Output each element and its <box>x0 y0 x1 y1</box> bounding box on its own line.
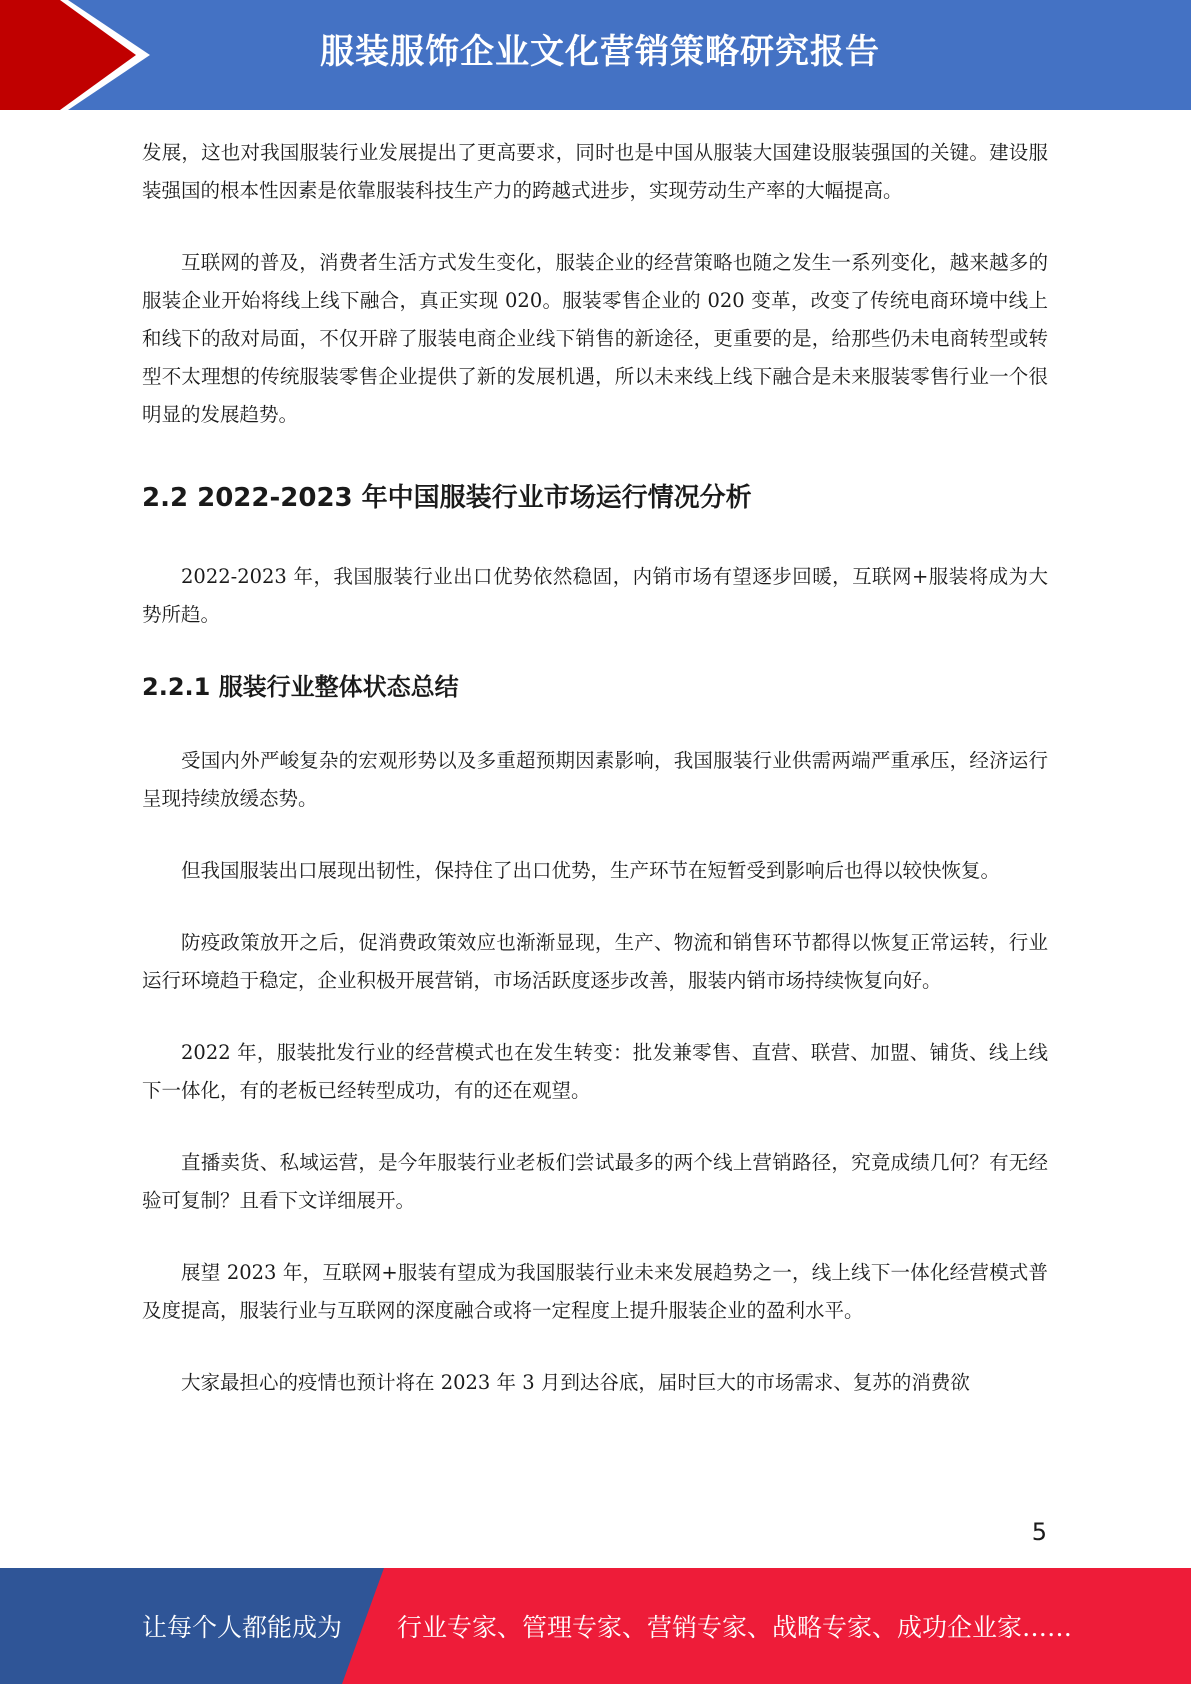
header-banner <box>0 0 1191 110</box>
paragraph: 大家最担心的疫情也预计将在 2023 年 3 月到达谷底，届时巨大的市场需求、复苏的消费欲 <box>181 1371 970 1394</box>
footer-banner <box>0 1568 1191 1684</box>
document-title: 服装服饰企业文化营销策略研究报告 <box>320 32 880 72</box>
paragraph: 互联网的普及，消费者生活方式发生变化，服装企业的经营策略也随之发生一系列变化，越来越多的服装企业开始将线上线下融合，真正实现 020。服装零售企业的 020 变革，改变了传统电商环境中线上和线下的敌对局面，不仅开辟了服装电商企业线下销售的新途径，更重要的是，给那些仍未电商转型或转型不太理想的传统服装零售企业提供了新的发展机遇，所以未来线上线下融合是未来服装零售行业一个很明显的发展趋势。 <box>142 251 1048 426</box>
paragraph: 2022-2023 年，我国服装行业出口优势依然稳固，内销市场有望逐步回暖，互联网+服装将成为大势所趋。 <box>142 565 1048 626</box>
paragraph: 发展，这也对我国服装行业发展提出了更高要求，同时也是中国从服装大国建设服装强国的关键。建设服装强国的根本性因素是依靠服装科技生产力的跨越式进步，实现劳动生产率的大幅提高。 <box>142 141 1048 202</box>
paragraph: 防疫政策放开之后，促消费政策效应也渐渐显现，生产、物流和销售环节都得以恢复正常运转，行业运行环境趋于稳定，企业积极开展营销，市场活跃度逐步改善，服装内销市场持续恢复向好。 <box>142 931 1048 992</box>
page-number: 5 <box>1031 1518 1047 1546</box>
paragraph: 但我国服装出口展现出韧性，保持住了出口优势，生产环节在短暂受到影响后也得以较快恢复。 <box>181 859 1001 882</box>
paragraph: 受国内外严峻复杂的宏观形势以及多重超预期因素影响，我国服装行业供需两端严重承压，经济运行呈现持续放缓态势。 <box>142 749 1048 810</box>
footer-slogan-right: 行业专家、管理专家、营销专家、战略专家、成功企业家…… <box>397 1613 1073 1642</box>
paragraph: 2022 年，服装批发行业的经营模式也在发生转变：批发兼零售、直营、联营、加盟、铺货、线上线下一体化，有的老板已经转型成功，有的还在观望。 <box>142 1041 1048 1102</box>
paragraph: 直播卖货、私域运营，是今年服装行业老板们尝试最多的两个线上营销路径，究竟成绩几何？有无经验可复制？且看下文详细展开。 <box>142 1151 1048 1212</box>
subsection-heading: 2.2.1 服装行业整体状态总结 <box>142 673 459 701</box>
page-content <box>142 134 1048 1436</box>
chevron-icon <box>0 0 160 110</box>
footer-slogan-left: 让每个人都能成为 <box>142 1613 343 1642</box>
paragraph: 展望 2023 年，互联网+服装有望成为我国服装行业未来发展趋势之一，线上线下一体化经营模式普及度提高，服装行业与互联网的深度融合或将一定程度上提升服装企业的盈利水平。 <box>142 1261 1048 1322</box>
section-heading: 2.2 2022-2023 年中国服装行业市场运行情况分析 <box>142 483 752 513</box>
